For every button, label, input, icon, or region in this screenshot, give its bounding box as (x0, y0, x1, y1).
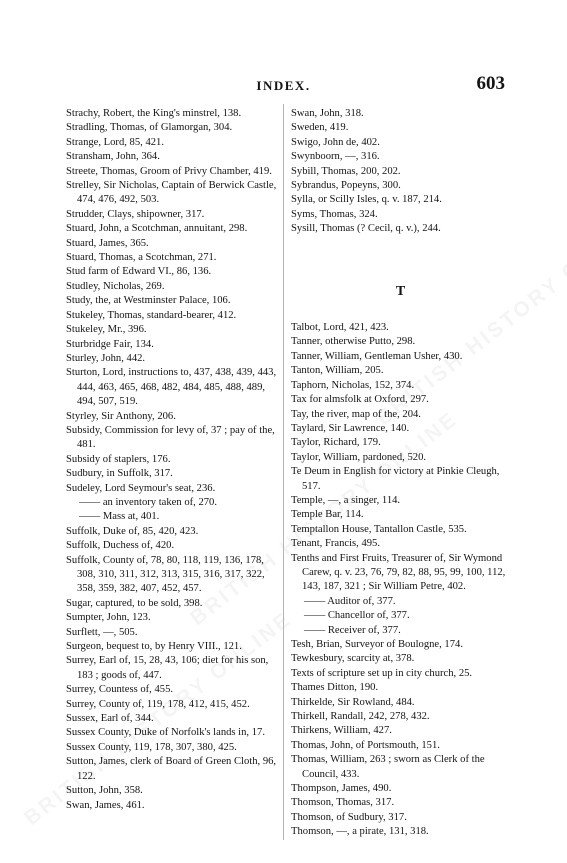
index-entry: Thirkell, Randall, 242, 278, 432. (291, 711, 430, 723)
index-entry: Sudeley, Lord Seymour's seat, 236. (66, 482, 216, 494)
index-entry: Subsidy, Commission for levy of, 37 ; pay of the, 481. (66, 424, 275, 451)
index-entry: Tenant, Francis, 495. (291, 538, 380, 550)
index-entry: Sutton, John, 358. (66, 785, 143, 797)
index-entries-t (291, 321, 510, 840)
index-entry: Sturley, John, 442. (66, 352, 146, 364)
index-entry: Stud farm of Edward VI., 86, 136. (66, 266, 212, 278)
index-entry: Stuard, James, 365. (66, 237, 149, 249)
index-entry: Stuard, John, a Scotchman, annuitant, 298. (66, 223, 248, 235)
index-entry: Surflett, —, 505. (66, 626, 138, 638)
index-entry: Suffolk, County of, 78, 80, 118, 119, 136, 178, 308, 310, 311, 312, 313, 315, 316, 317, 322, 358, 359, 382, 407, 452, 457. (66, 554, 265, 595)
index-entry: Temptallon House, Tantallon Castle, 535. (291, 523, 467, 535)
index-subentry: —— an inventory taken of, 270. (79, 496, 217, 508)
index-entry: Sussex, Earl of, 344. (66, 713, 154, 725)
index-entry: Taylor, William, pardoned, 520. (291, 451, 427, 463)
index-entry: Thomas, John, of Portsmouth, 151. (291, 739, 440, 751)
index-entry: Thompson, James, 490. (291, 783, 392, 795)
index-subentry: —— Receiver of, 377. (304, 624, 401, 636)
running-title: INDEX. (256, 78, 311, 93)
index-entry: Suffolk, Duchess of, 420. (66, 540, 175, 552)
column-divider (283, 104, 284, 840)
index-entry: Sutton, James, clerk of Board of Green Cloth, 96, 122. (66, 756, 277, 782)
index-entry: Temple Bar, 114. (291, 509, 364, 521)
index-entry: Sudbury, in Suffolk, 317. (66, 468, 173, 480)
index-entry: Stradling, Thomas, of Glamorgan, 304. (66, 122, 233, 134)
index-entry: Taylor, Richard, 179. (291, 437, 381, 449)
index-entry: Tay, the river, map of the, 204. (291, 408, 421, 420)
index-subentry: —— Mass at, 401. (79, 511, 160, 523)
index-entry: Sybill, Thomas, 200, 202. (291, 165, 401, 177)
index-entry: Tax for almsfolk at Oxford, 297. (291, 394, 429, 406)
index-entry: Tanner, William, Gentleman Usher, 430. (291, 350, 463, 362)
index-entry: Sweden, 419. (291, 122, 349, 134)
index-entry: Tesh, Brian, Surveyor of Boulogne, 174. (291, 639, 463, 650)
index-entry: Stukeley, Thomas, standard-bearer, 412. (66, 309, 237, 321)
index-entry: Tewkesbury, scarcity at, 378. (291, 653, 415, 665)
index-entry: Surrey, County of, 119, 178, 412, 415, 452. (66, 698, 250, 710)
index-entry: Thames Ditton, 190. (291, 682, 379, 694)
index-entries-s (291, 107, 510, 237)
index-entry: Swynboorn, —, 316. (291, 151, 380, 163)
index-entry: Thirkelde, Sir Rowland, 484. (291, 696, 415, 708)
index-entry: Te Deum in English for victory at Pinkie Cleugh, 517. (291, 466, 500, 492)
index-entry: Styrley, Sir Anthony, 206. (66, 410, 176, 422)
index-entry: Surgeon, bequest to, by Henry VIII., 121. (66, 641, 242, 653)
index-entry: Stransham, John, 364. (66, 151, 160, 163)
index-entry: Sylla, or Scilly Isles, q. v. 187, 214. (291, 194, 442, 206)
index-entry: Temple, —, a singer, 114. (291, 494, 401, 506)
index-entry: Swigo, John de, 402. (291, 136, 380, 148)
index-entry: Surrey, Countess of, 455. (66, 684, 174, 696)
index-entry: Swan, James, 461. (66, 799, 145, 811)
index-entry: Stukeley, Mr., 396. (66, 324, 147, 336)
index-entry: Surrey, Earl of, 15, 28, 43, 106; diet for his son, 183 ; goods of, 447. (66, 655, 269, 681)
page-number: 603 (476, 73, 505, 94)
index-entry: Taphorn, Nicholas, 152, 374. (291, 379, 415, 391)
index-entry: Thomson, —, a pirate, 131, 318. (291, 826, 429, 838)
index-entry: Sturton, Lord, instructions to, 437, 438, 439, 443, 444, 463, 465, 468, 482, 484, 485, 488, 489, 494, 507, 519. (66, 367, 277, 408)
index-entry: Strelley, Sir Nicholas, Captain of Berwick Castle, 474, 476, 492, 503. (66, 180, 277, 206)
index-entry: Strudder, Clays, shipowner, 317. (66, 208, 205, 220)
index-entry: Talbot, Lord, 421, 423. (291, 322, 389, 334)
index-entry: Study, the, at Westminster Palace, 106. (66, 295, 231, 307)
index-entry: Sussex County, Duke of Norfolk's lands in, 17. (66, 727, 265, 739)
index-entry: Sumpter, John, 123. (66, 612, 151, 624)
index-entry: Thirkens, William, 427. (291, 725, 392, 737)
index-entry: Thomas, William, 263 ; sworn as Clerk of the Council, 433. (291, 754, 485, 780)
index-entry: Sugar, captured, to be sold, 398. (66, 597, 203, 609)
index-entry: Sussex County, 119, 178, 307, 380, 425. (66, 741, 237, 753)
index-column-left (66, 107, 278, 813)
index-entry: Strange, Lord, 85, 421. (66, 136, 164, 148)
index-entry: Tanton, William, 205. (291, 365, 384, 377)
index-entry: Tenths and First Fruits, Treasurer of, Sir Wymond Carew, q. v. 23, 76, 79, 82, 88, 95, 99, 100, 112, 143, 187, 321 ; Sir William Petre, 402. (291, 552, 506, 593)
index-subentry: —— Auditor of, 377. (304, 595, 396, 607)
index-column-right (291, 107, 510, 840)
index-entry: Thomson, Thomas, 317. (291, 797, 395, 809)
index-entry: Sturbridge Fair, 134. (66, 338, 154, 350)
index-entry: Syms, Thomas, 324. (291, 208, 378, 220)
index-entry: Taylard, Sir Lawrence, 140. (291, 422, 410, 434)
index-entry: Sybrandus, Popeyns, 300. (291, 180, 401, 192)
index-entry: Suffolk, Duke of, 85, 420, 423. (66, 525, 199, 537)
page-header (0, 73, 567, 100)
index-entry: Tanner, otherwise Putto, 298. (291, 336, 416, 348)
index-entry: Sysill, Thomas (? Cecil, q. v.), 244. (291, 223, 441, 235)
index-entry: Studley, Nicholas, 269. (66, 280, 165, 292)
index-entry: Thomson, of Sudbury, 317. (291, 811, 407, 823)
index-subentry: —— Chancellor of, 377. (304, 610, 410, 622)
index-entry: Strachy, Robert, the King's minstrel, 138. (66, 108, 242, 119)
index-entry: Subsidy of staplers, 176. (66, 453, 171, 465)
section-letter: T (395, 283, 406, 299)
index-entry: Texts of scripture set up in city church, 25. (291, 667, 473, 679)
index-entry: Swan, John, 318. (291, 108, 364, 119)
index-entry: Streete, Thomas, Groom of Privy Chamber, 419. (66, 165, 272, 177)
index-entry: Stuard, Thomas, a Scotchman, 271. (66, 252, 217, 264)
